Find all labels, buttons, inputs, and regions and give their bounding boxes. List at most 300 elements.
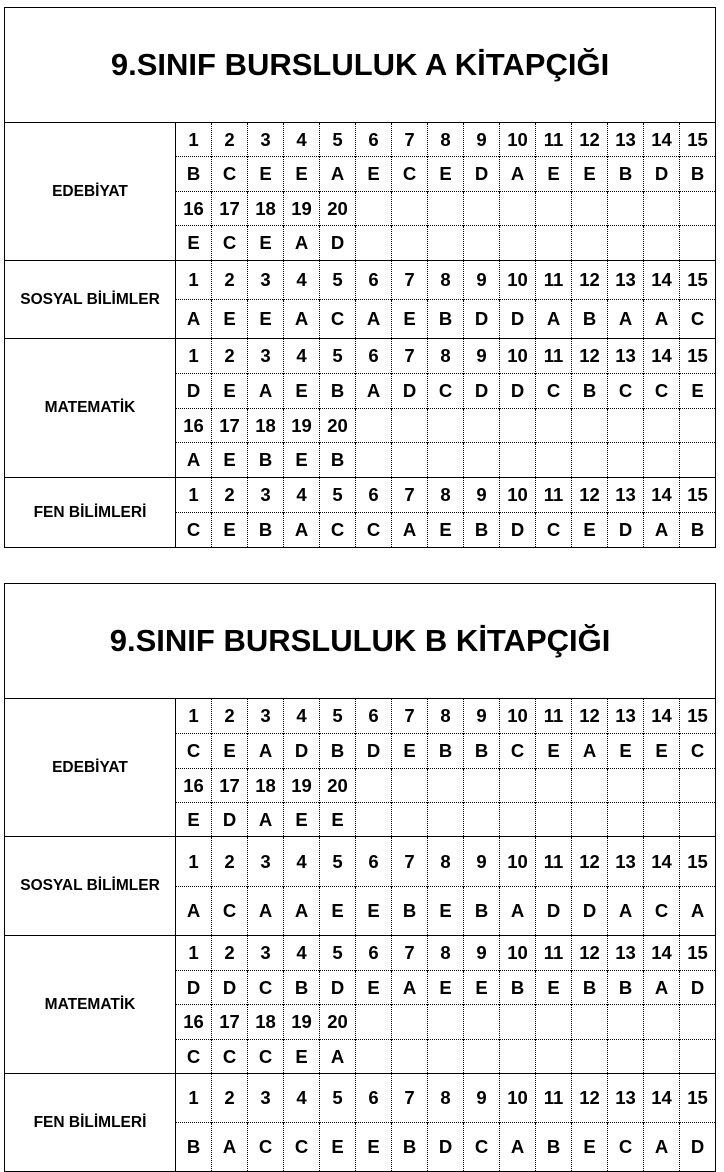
question-number-cell: 15 (680, 478, 716, 513)
answer-cell: A (572, 734, 608, 769)
question-number-cell (464, 769, 500, 803)
answer-cell: A (176, 887, 212, 936)
question-number-cell: 8 (428, 699, 464, 734)
answer-cell (356, 803, 392, 837)
answer-cell: E (356, 157, 392, 192)
answer-cell (500, 226, 536, 261)
question-number-cell: 13 (608, 936, 644, 971)
question-number-cell: 10 (500, 1074, 536, 1123)
question-number-cell: 12 (572, 339, 608, 374)
question-number-cell: 8 (428, 1074, 464, 1123)
answer-cell: C (536, 513, 572, 548)
question-number-cell: 11 (536, 123, 572, 157)
answer-cell: D (212, 971, 248, 1005)
question-number-cell: 10 (500, 936, 536, 971)
answer-cell (464, 443, 500, 478)
answer-cell: B (500, 971, 536, 1005)
answer-cell: A (392, 971, 428, 1005)
answer-cell: A (248, 803, 284, 837)
question-number-cell: 15 (680, 1074, 716, 1123)
question-number-cell (500, 409, 536, 443)
question-number-cell: 3 (248, 837, 284, 887)
answer-cell: E (212, 734, 248, 769)
answer-key-table (4, 7, 716, 548)
question-number-cell: 19 (284, 1005, 320, 1040)
answer-cell: B (680, 513, 716, 548)
question-number-cell (608, 1005, 644, 1040)
question-number-cell: 1 (176, 261, 212, 300)
question-number-cell: 2 (212, 478, 248, 513)
question-number-cell: 6 (356, 123, 392, 157)
question-number-cell: 5 (320, 478, 356, 513)
answer-cell: D (572, 887, 608, 936)
question-number-cell: 11 (536, 339, 572, 374)
question-number-cell (464, 409, 500, 443)
answer-cell: E (284, 803, 320, 837)
answer-cell (608, 226, 644, 261)
answer-cell (428, 1040, 464, 1074)
answer-cell: B (428, 734, 464, 769)
answer-key-table (4, 583, 716, 1172)
answer-cell: E (320, 803, 356, 837)
question-number-cell: 4 (284, 478, 320, 513)
question-number-cell (392, 409, 428, 443)
question-number-cell (680, 769, 716, 803)
answer-cell: B (248, 443, 284, 478)
answer-cell: A (644, 513, 680, 548)
answer-cell (680, 1040, 716, 1074)
booklet-a-answer-key (4, 7, 715, 548)
question-number-cell (572, 1005, 608, 1040)
question-number-cell: 2 (212, 339, 248, 374)
question-number-cell: 10 (500, 123, 536, 157)
question-number-cell: 8 (428, 123, 464, 157)
question-number-cell: 16 (176, 409, 212, 443)
answer-cell: E (248, 300, 284, 339)
question-number-cell: 13 (608, 123, 644, 157)
question-number-cell (680, 409, 716, 443)
question-number-cell: 14 (644, 478, 680, 513)
answer-cell: E (428, 971, 464, 1005)
subject-label-edebi-yat: EDEBİYAT (5, 123, 176, 261)
answer-cell: A (644, 971, 680, 1005)
answer-cell: B (320, 374, 356, 409)
question-number-cell: 6 (356, 699, 392, 734)
answer-cell: E (284, 1040, 320, 1074)
answer-cell: E (572, 1123, 608, 1172)
question-number-cell: 2 (212, 837, 248, 887)
question-number-cell: 13 (608, 261, 644, 300)
question-number-cell: 3 (248, 936, 284, 971)
question-number-cell: 19 (284, 769, 320, 803)
question-number-cell: 9 (464, 936, 500, 971)
question-number-row (5, 1074, 716, 1123)
answer-cell: E (536, 157, 572, 192)
question-number-cell: 13 (608, 837, 644, 887)
question-number-cell: 9 (464, 1074, 500, 1123)
answer-cell: D (608, 513, 644, 548)
answer-cell: D (392, 374, 428, 409)
answer-cell: C (320, 300, 356, 339)
question-number-cell: 5 (320, 837, 356, 887)
question-number-cell: 3 (248, 478, 284, 513)
answer-cell: D (464, 157, 500, 192)
answer-cell: A (248, 887, 284, 936)
answer-cell (536, 1040, 572, 1074)
answer-cell: A (608, 887, 644, 936)
answer-cell: E (284, 443, 320, 478)
answer-cell: E (572, 157, 608, 192)
question-number-cell: 7 (392, 478, 428, 513)
answer-cell: C (428, 374, 464, 409)
answer-cell: C (284, 1123, 320, 1172)
question-number-cell: 11 (536, 837, 572, 887)
answer-cell: D (356, 734, 392, 769)
question-number-cell (644, 1005, 680, 1040)
answer-cell: A (680, 887, 716, 936)
answer-cell: D (284, 734, 320, 769)
question-number-cell: 14 (644, 837, 680, 887)
answer-cell: C (680, 734, 716, 769)
answer-cell: C (608, 1123, 644, 1172)
answer-cell: D (428, 1123, 464, 1172)
question-number-cell: 13 (608, 699, 644, 734)
answer-cell: D (536, 887, 572, 936)
question-number-cell: 16 (176, 769, 212, 803)
question-number-cell: 14 (644, 936, 680, 971)
answer-cell: C (212, 226, 248, 261)
question-number-cell: 12 (572, 261, 608, 300)
question-number-cell: 20 (320, 409, 356, 443)
question-number-cell: 5 (320, 699, 356, 734)
question-number-cell: 13 (608, 339, 644, 374)
question-number-cell: 14 (644, 123, 680, 157)
question-number-cell: 9 (464, 339, 500, 374)
question-number-cell: 15 (680, 261, 716, 300)
answer-cell: D (644, 157, 680, 192)
answer-cell: E (536, 734, 572, 769)
answer-cell: E (212, 374, 248, 409)
question-number-cell: 6 (356, 339, 392, 374)
answer-cell (680, 803, 716, 837)
answer-cell (356, 226, 392, 261)
question-number-cell: 15 (680, 837, 716, 887)
question-number-cell: 12 (572, 1074, 608, 1123)
answer-cell: A (248, 374, 284, 409)
answer-cell: C (680, 300, 716, 339)
subject-label-edebi-yat: EDEBİYAT (5, 699, 176, 837)
question-number-cell: 1 (176, 478, 212, 513)
question-number-cell (428, 192, 464, 226)
answer-cell (428, 443, 464, 478)
question-number-cell (572, 409, 608, 443)
answer-cell: E (356, 1123, 392, 1172)
answer-cell (500, 443, 536, 478)
answer-cell: E (572, 513, 608, 548)
question-number-cell: 14 (644, 699, 680, 734)
answer-cell: C (464, 1123, 500, 1172)
question-number-cell: 11 (536, 699, 572, 734)
question-number-cell (536, 192, 572, 226)
question-number-cell: 1 (176, 339, 212, 374)
answer-cell: B (464, 887, 500, 936)
answer-cell: A (356, 300, 392, 339)
answer-cell: C (212, 157, 248, 192)
answer-cell (572, 443, 608, 478)
answer-cell: D (464, 374, 500, 409)
answer-cell: C (176, 1040, 212, 1074)
question-number-cell (428, 409, 464, 443)
question-number-cell (356, 192, 392, 226)
question-number-cell: 4 (284, 1074, 320, 1123)
answer-cell: D (320, 971, 356, 1005)
answer-cell (464, 1040, 500, 1074)
question-number-cell: 7 (392, 1074, 428, 1123)
answer-cell: E (212, 443, 248, 478)
answer-cell: E (212, 513, 248, 548)
question-number-cell: 6 (356, 837, 392, 887)
answer-cell: E (644, 734, 680, 769)
question-number-cell: 13 (608, 1074, 644, 1123)
question-number-cell (464, 192, 500, 226)
question-number-cell (608, 192, 644, 226)
question-number-cell: 12 (572, 478, 608, 513)
question-number-cell (608, 409, 644, 443)
question-number-cell (644, 769, 680, 803)
question-number-cell (680, 1005, 716, 1040)
answer-cell: A (284, 513, 320, 548)
question-number-cell: 4 (284, 837, 320, 887)
question-number-cell: 5 (320, 936, 356, 971)
answer-cell: B (608, 971, 644, 1005)
answer-cell: A (392, 513, 428, 548)
question-number-cell: 18 (248, 1005, 284, 1040)
question-number-cell: 10 (500, 837, 536, 887)
question-number-cell: 5 (320, 261, 356, 300)
question-number-cell: 9 (464, 478, 500, 513)
answer-cell (392, 803, 428, 837)
answer-cell: D (500, 513, 536, 548)
answer-cell (680, 226, 716, 261)
answer-cell: E (464, 971, 500, 1005)
question-number-cell: 3 (248, 123, 284, 157)
question-number-row (5, 936, 716, 971)
answer-cell: C (536, 374, 572, 409)
booklet-b-answer-key (4, 583, 715, 1172)
answer-cell: B (428, 300, 464, 339)
answer-cell: C (248, 1040, 284, 1074)
question-number-cell: 6 (356, 478, 392, 513)
question-number-cell: 7 (392, 936, 428, 971)
question-number-cell: 19 (284, 409, 320, 443)
answer-cell (428, 226, 464, 261)
answer-cell: B (392, 1123, 428, 1172)
question-number-cell: 10 (500, 478, 536, 513)
question-number-cell: 20 (320, 1005, 356, 1040)
question-number-row (5, 339, 716, 374)
question-number-cell (356, 1005, 392, 1040)
answer-cell (464, 226, 500, 261)
answer-cell (392, 443, 428, 478)
question-number-cell: 1 (176, 123, 212, 157)
question-number-cell (428, 769, 464, 803)
answer-cell: A (212, 1123, 248, 1172)
question-number-cell: 14 (644, 261, 680, 300)
question-number-cell: 15 (680, 699, 716, 734)
question-number-cell: 1 (176, 936, 212, 971)
question-number-cell (356, 769, 392, 803)
answer-cell (428, 803, 464, 837)
answer-cell (608, 443, 644, 478)
question-number-cell: 9 (464, 261, 500, 300)
question-number-cell (500, 192, 536, 226)
answer-cell: D (176, 971, 212, 1005)
question-number-cell: 7 (392, 339, 428, 374)
question-number-cell: 9 (464, 837, 500, 887)
question-number-cell: 12 (572, 699, 608, 734)
answer-cell: B (572, 971, 608, 1005)
answer-cell (680, 443, 716, 478)
question-number-cell: 9 (464, 699, 500, 734)
answer-cell: B (176, 157, 212, 192)
question-number-cell: 19 (284, 192, 320, 226)
question-number-cell: 1 (176, 837, 212, 887)
answer-cell: E (176, 803, 212, 837)
question-number-cell (536, 769, 572, 803)
answer-cell: A (536, 300, 572, 339)
answer-cell: B (464, 513, 500, 548)
question-number-cell: 20 (320, 769, 356, 803)
answer-cell: A (500, 1123, 536, 1172)
question-number-cell (536, 409, 572, 443)
answer-cell: B (248, 513, 284, 548)
answer-cell: E (320, 1123, 356, 1172)
answer-cell (356, 443, 392, 478)
question-number-cell: 18 (248, 769, 284, 803)
question-number-row (5, 261, 716, 300)
answer-cell: E (428, 513, 464, 548)
question-number-cell: 15 (680, 936, 716, 971)
answer-cell: C (248, 1123, 284, 1172)
answer-cell (572, 1040, 608, 1074)
answer-cell: B (176, 1123, 212, 1172)
question-number-cell: 13 (608, 478, 644, 513)
answer-cell: B (572, 374, 608, 409)
answer-cell (536, 803, 572, 837)
answer-cell: A (356, 374, 392, 409)
answer-cell: E (608, 734, 644, 769)
answer-cell (464, 803, 500, 837)
question-number-row (5, 699, 716, 734)
answer-cell: E (320, 887, 356, 936)
answer-cell: B (608, 157, 644, 192)
question-number-cell: 1 (176, 1074, 212, 1123)
answer-cell: B (284, 971, 320, 1005)
answer-cell: A (320, 157, 356, 192)
answer-cell: B (320, 734, 356, 769)
question-number-cell: 17 (212, 192, 248, 226)
question-number-cell: 7 (392, 837, 428, 887)
question-number-cell: 12 (572, 837, 608, 887)
question-number-cell: 4 (284, 699, 320, 734)
answer-cell: D (212, 803, 248, 837)
question-number-row (5, 837, 716, 887)
answer-cell: E (536, 971, 572, 1005)
answer-cell: C (392, 157, 428, 192)
answer-cell: E (680, 374, 716, 409)
question-number-cell: 8 (428, 478, 464, 513)
question-number-cell: 17 (212, 1005, 248, 1040)
answer-cell: D (464, 300, 500, 339)
question-number-cell (536, 1005, 572, 1040)
question-number-cell (644, 409, 680, 443)
question-number-cell: 3 (248, 699, 284, 734)
answer-cell: D (320, 226, 356, 261)
question-number-cell (644, 192, 680, 226)
answer-cell: D (500, 300, 536, 339)
question-number-cell: 17 (212, 409, 248, 443)
question-number-cell: 7 (392, 699, 428, 734)
question-number-cell (392, 769, 428, 803)
question-number-cell: 4 (284, 123, 320, 157)
answer-cell: C (212, 1040, 248, 1074)
subject-label-sosyal-bi-li-mler: SOSYAL BİLİMLER (5, 837, 176, 936)
answer-cell: E (176, 226, 212, 261)
answer-cell (392, 1040, 428, 1074)
answer-cell: A (500, 157, 536, 192)
answer-cell: E (428, 157, 464, 192)
booklet-title: 9.SINIF BURSLULUK A KİTAPÇIĞI (5, 8, 716, 123)
question-number-cell: 12 (572, 936, 608, 971)
booklet-title: 9.SINIF BURSLULUK B KİTAPÇIĞI (5, 584, 716, 699)
question-number-cell: 3 (248, 1074, 284, 1123)
answer-cell: D (176, 374, 212, 409)
answer-cell: E (392, 734, 428, 769)
answer-cell: A (284, 226, 320, 261)
answer-cell: E (248, 226, 284, 261)
question-number-cell: 11 (536, 1074, 572, 1123)
question-number-cell: 2 (212, 123, 248, 157)
answer-cell (572, 803, 608, 837)
question-number-cell: 9 (464, 123, 500, 157)
answer-cell (644, 1040, 680, 1074)
question-number-cell: 16 (176, 1005, 212, 1040)
answer-cell: C (644, 887, 680, 936)
answer-cell: A (284, 887, 320, 936)
question-number-cell: 3 (248, 261, 284, 300)
answer-cell: C (176, 513, 212, 548)
answer-cell: C (248, 971, 284, 1005)
question-number-cell (680, 192, 716, 226)
subject-label-sosyal-bi-li-mler: SOSYAL BİLİMLER (5, 261, 176, 339)
question-number-cell: 1 (176, 699, 212, 734)
question-number-cell: 11 (536, 478, 572, 513)
question-number-cell (392, 192, 428, 226)
answer-cell (392, 226, 428, 261)
answer-cell: B (572, 300, 608, 339)
answer-cell: E (356, 971, 392, 1005)
question-number-cell: 8 (428, 837, 464, 887)
question-number-cell (464, 1005, 500, 1040)
answer-cell: B (392, 887, 428, 936)
question-number-cell: 5 (320, 339, 356, 374)
answer-cell: E (248, 157, 284, 192)
question-number-cell (500, 1005, 536, 1040)
answer-cell: D (680, 971, 716, 1005)
question-number-cell: 14 (644, 339, 680, 374)
answer-cell: C (608, 374, 644, 409)
question-number-cell: 18 (248, 409, 284, 443)
